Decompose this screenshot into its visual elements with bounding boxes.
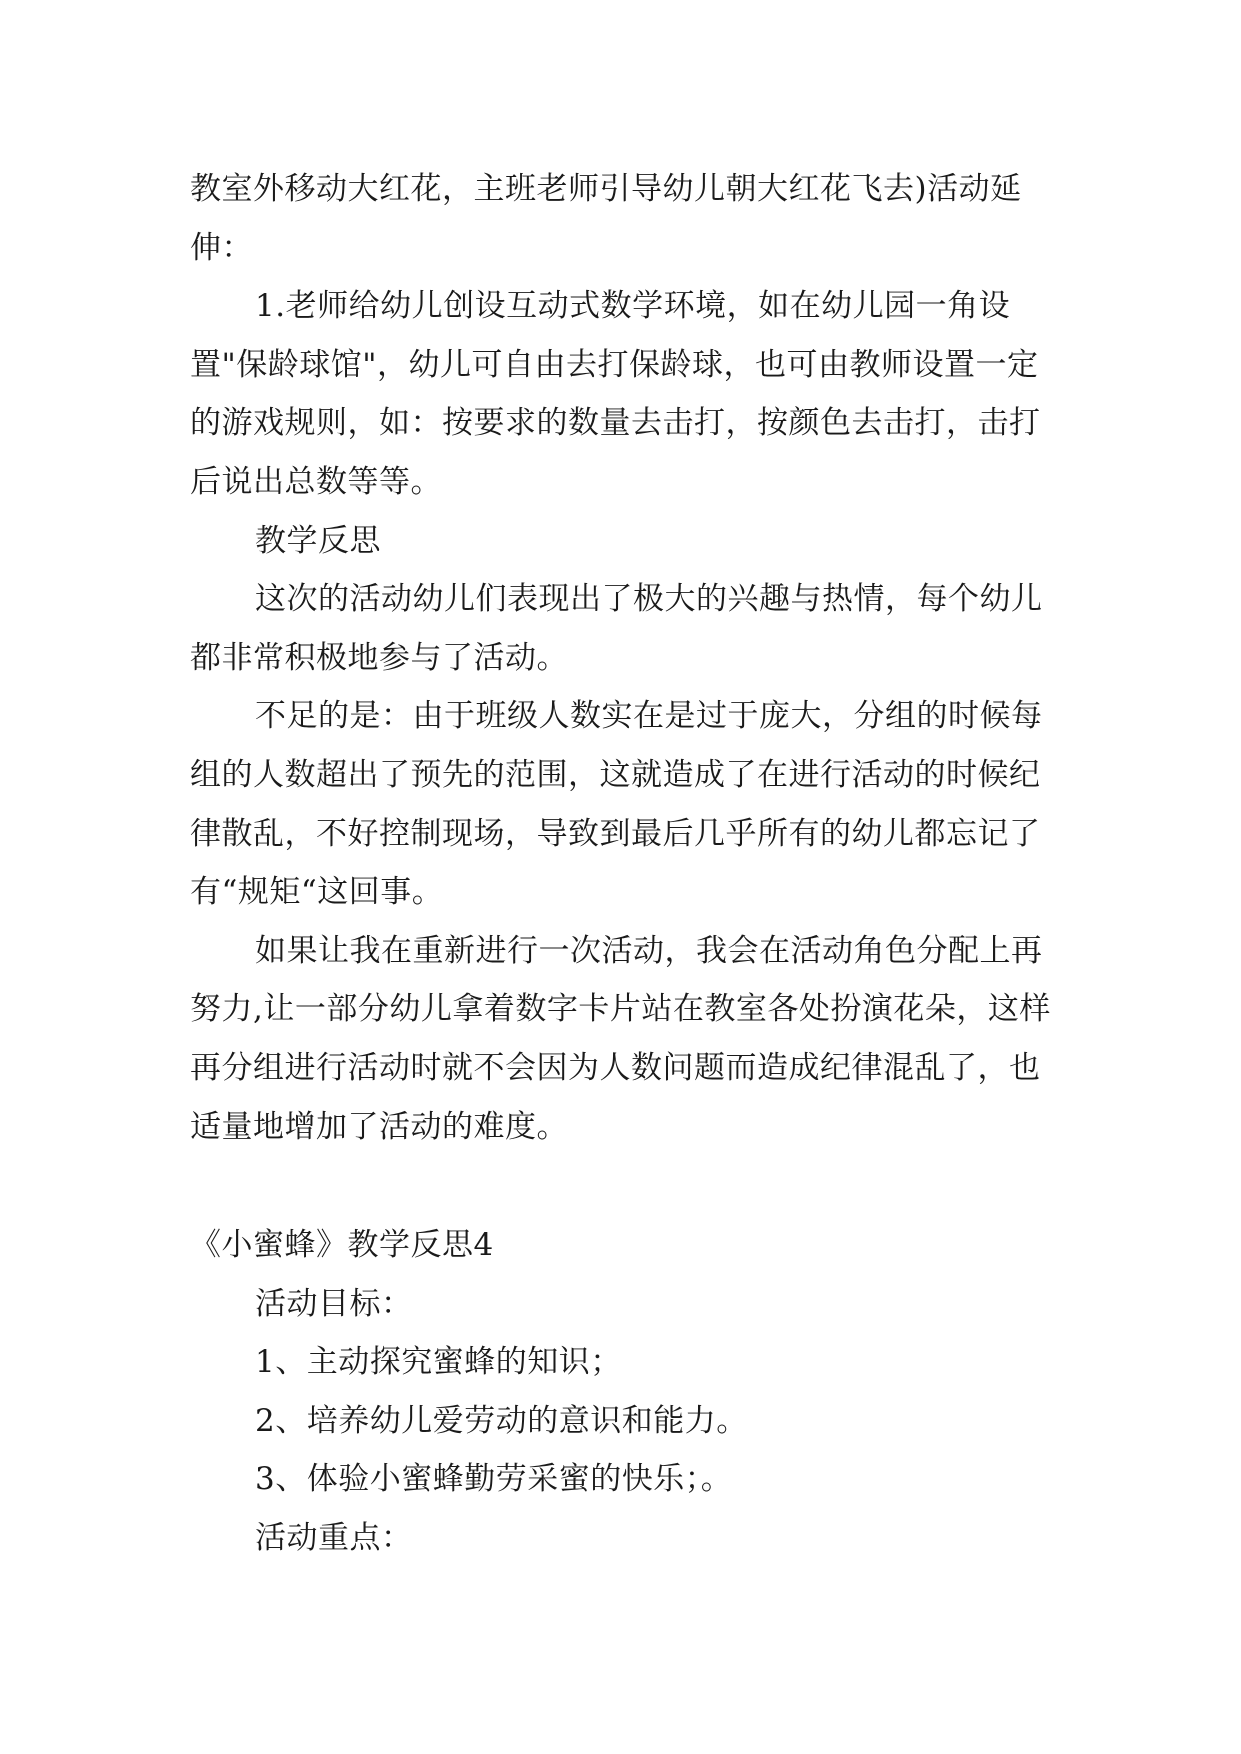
paragraph-improvement: 如果让我在重新进行一次活动，我会在活动角色分配上再努力,让一部分幼儿拿着数字卡片站在教室各处扮演花朵，这样再分组进行活动时就不会因为人数问题而造成纪律混乱了，也适量地增加了活动的难度。 <box>190 932 1051 1145</box>
heading-activity-goals: 活动目标： <box>255 1285 413 1322</box>
heading-teaching-reflection: 教学反思 <box>255 522 381 559</box>
goal-item-3: 3、体验小蜜蜂勤劳采蜜的快乐；。 <box>255 1461 733 1498</box>
goal-item-1: 1、主动探究蜜蜂的知识； <box>255 1344 622 1381</box>
paragraph-shortcomings: 不足的是：由于班级人数实在是过于庞大，分组的时候每组的人数超出了预先的范围，这就造成了在进行活动的时候纪律散乱，不好控制现场，导致到最后几乎所有的幼儿都忘记了有“规矩“这回事。 <box>190 698 1043 911</box>
document-body <box>190 160 1060 1568</box>
paragraph-bowling-environment: 1.老师给幼儿创设互动式数学环境，如在幼儿园一角设置"保龄球馆"，幼儿可自由去打保龄球，也可由教师设置一定的游戏规则，如：按要求的数量去击打，按颜色去击打，击打后说出总数等等。 <box>190 288 1041 500</box>
section-title: 《小蜜蜂》教学反思4 <box>190 1227 494 1264</box>
paragraph-interest: 这次的活动幼儿们表现出了极大的兴趣与热情，每个幼儿都非常积极地参与了活动。 <box>190 581 1043 676</box>
goal-item-2: 2、培养幼儿爱劳动的意识和能力。 <box>255 1402 748 1439</box>
heading-activity-focus: 活动重点： <box>255 1520 413 1557</box>
paragraph-activity-extension: 教室外移动大红花，主班老师引导幼儿朝大红花飞去)活动延伸： <box>190 171 1022 266</box>
